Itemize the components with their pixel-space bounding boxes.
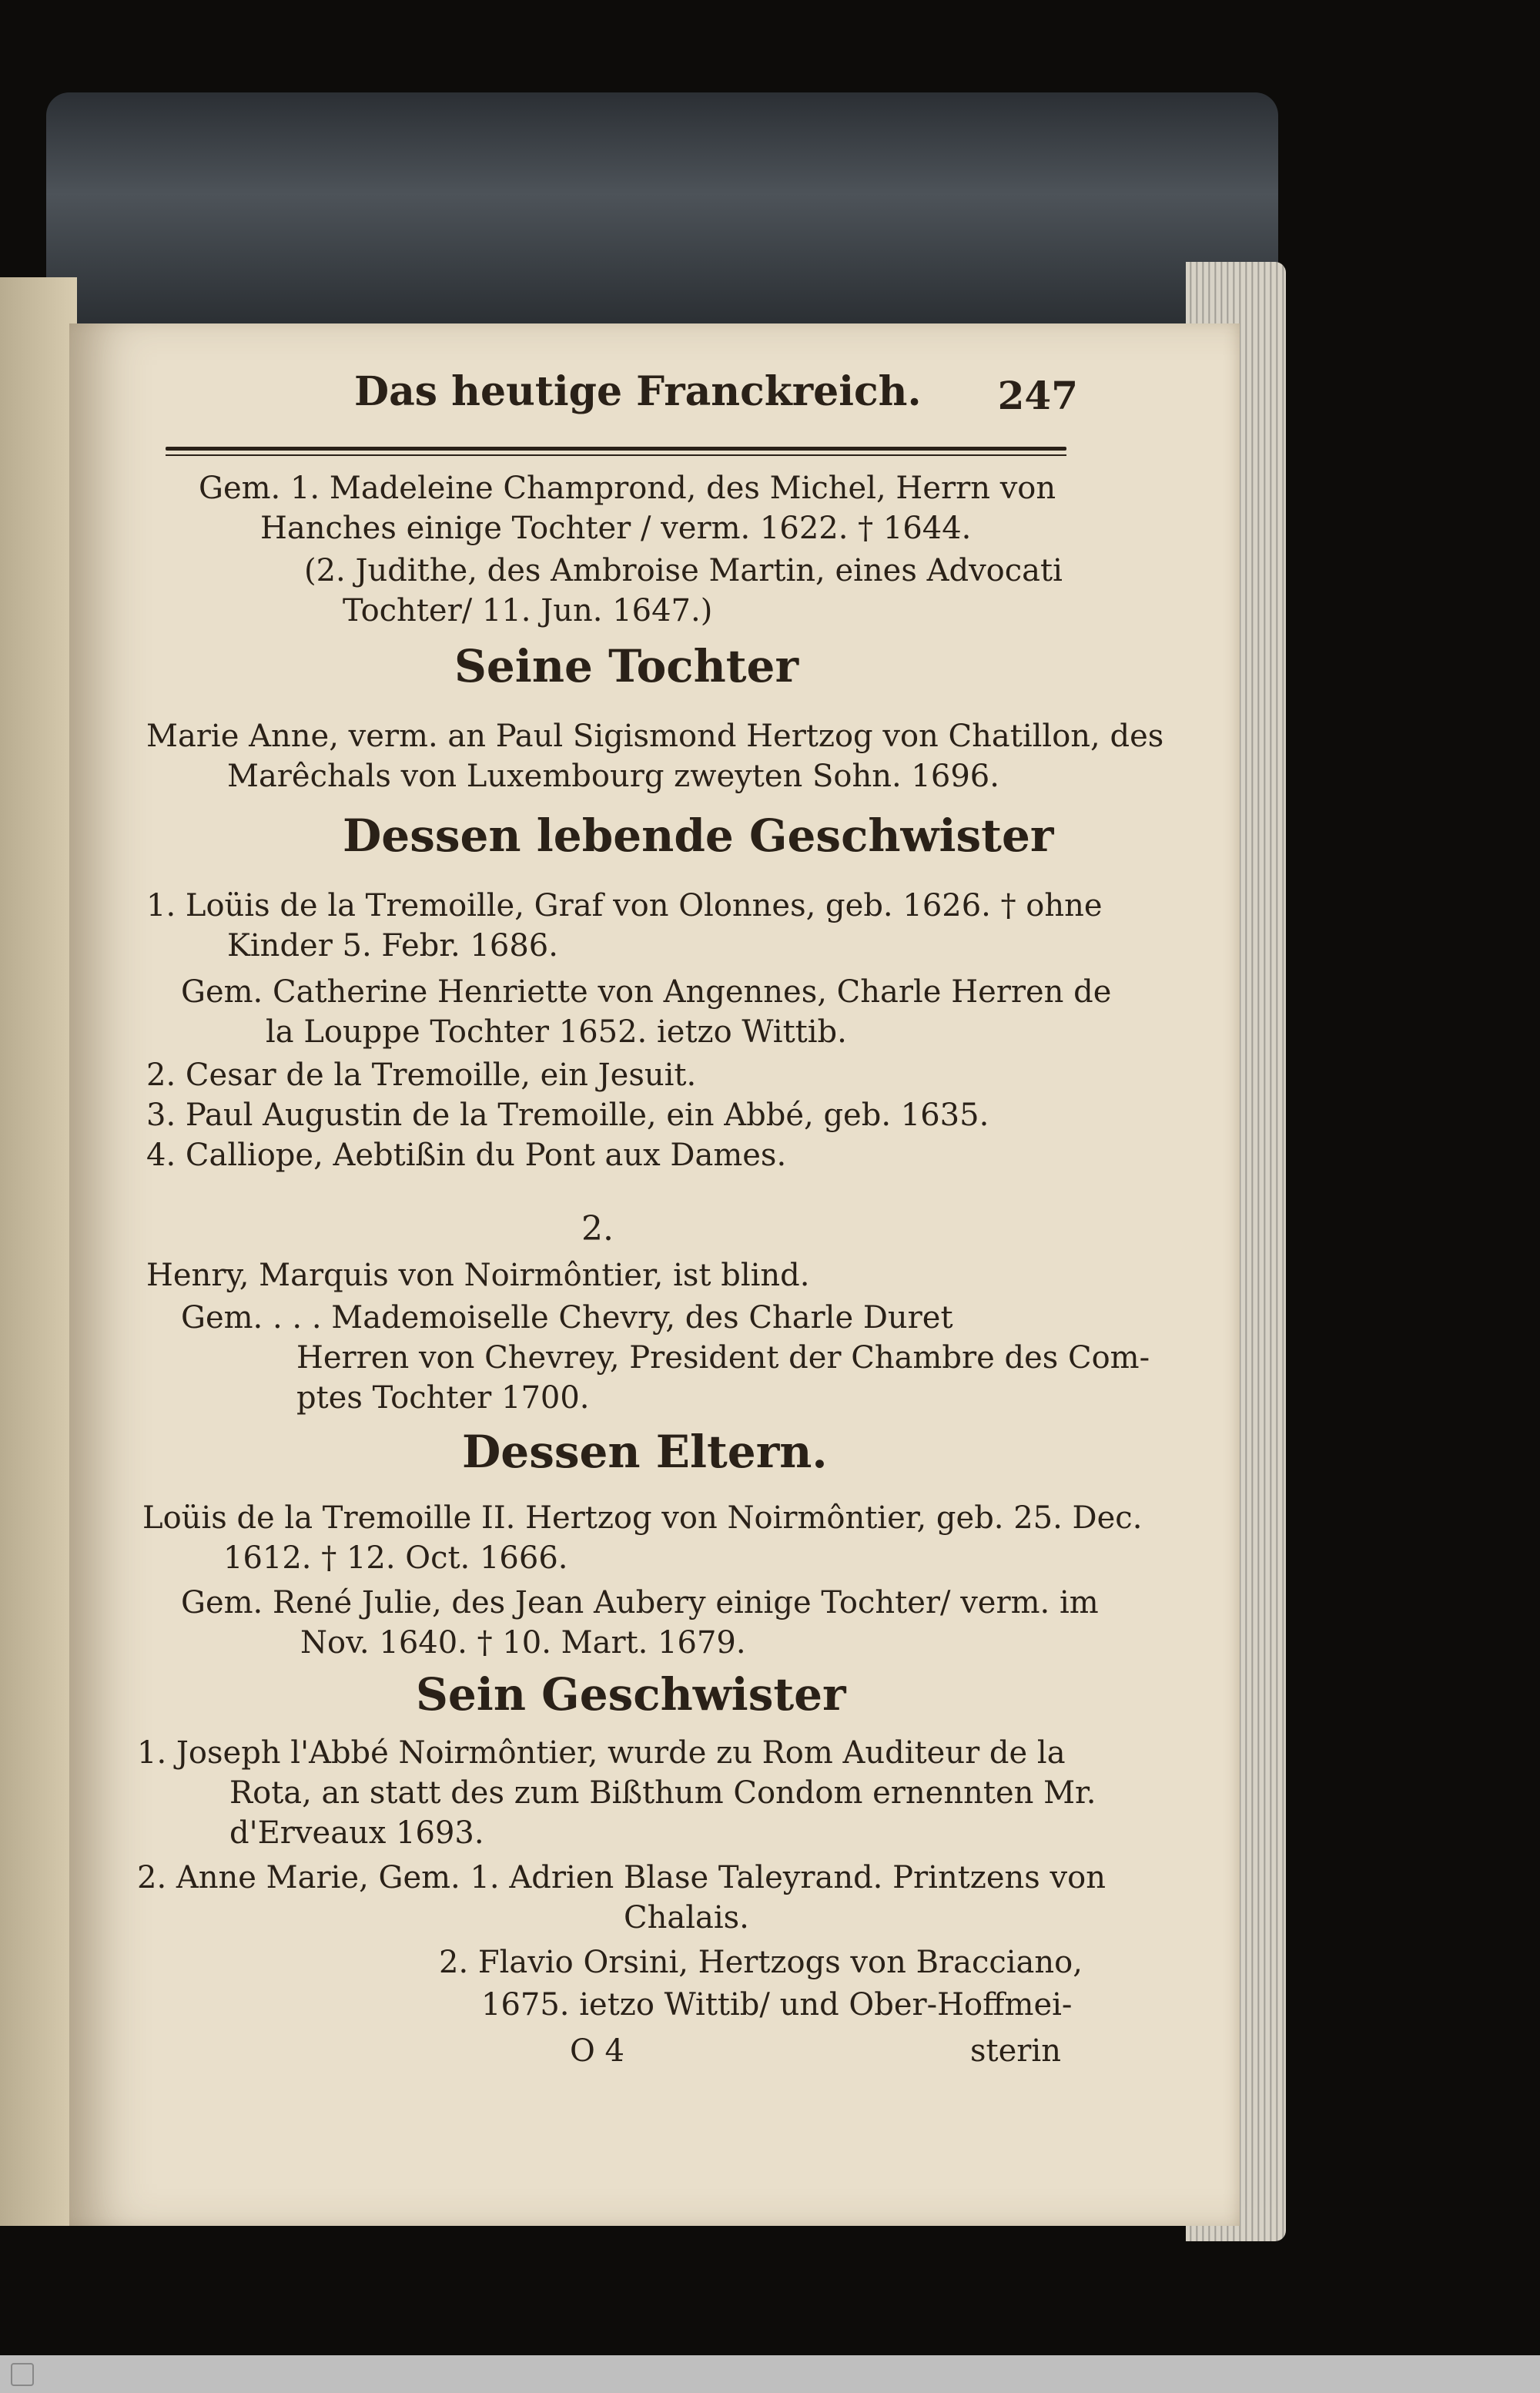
text-line-13: 4. Calliope, Aebtißin du Pont aux Dames. xyxy=(146,1138,787,1173)
text-line-19: 1612. † 12. Oct. 1666. xyxy=(223,1540,568,1576)
text-line-28: 1675. ietzo Wittib/ und Ober-Hoffmei- xyxy=(481,1987,1073,2023)
text-line-10: la Louppe Tochter 1652. ietzo Wittib. xyxy=(266,1014,847,1050)
text-line-14: Henry, Marquis von Noirmôntier, ist blind. xyxy=(146,1258,810,1293)
catchword: sterin xyxy=(970,2033,1061,2069)
text-line-15: Gem. . . . Mademoiselle Chevry, des Charle Duret xyxy=(181,1300,953,1336)
library-logo-icon xyxy=(11,2363,34,2386)
text-line-3: (2. Judithe, des Ambroise Martin, eines Advocati xyxy=(304,553,1063,588)
text-line-12: 3. Paul Augustin de la Tremoille, ein Abbé, geb. 1635. xyxy=(146,1098,989,1133)
text-line-1: Gem. 1. Madeleine Champrond, des Michel, Herrn von xyxy=(199,471,1056,506)
text-line-16: Herren von Chevrey, President der Chambre des Com- xyxy=(296,1340,1150,1376)
text-line-20: Gem. René Julie, des Jean Aubery einige Tochter/ verm. im xyxy=(181,1585,1099,1620)
running-header xyxy=(354,368,1124,422)
header-rule xyxy=(166,447,1066,451)
heading-seine-tochter: Seine Tochter xyxy=(454,640,799,692)
book-top-edge xyxy=(46,92,1278,347)
text-line-8: Kinder 5. Febr. 1686. xyxy=(227,928,558,964)
signature-mark: O 4 xyxy=(570,2033,624,2069)
text-line-4: Tochter/ 11. Jun. 1647.) xyxy=(343,593,713,628)
page-number: 247 xyxy=(997,373,1078,418)
text-line-5: Marie Anne, verm. an Paul Sigismond Hertzog von Chatillon, des xyxy=(146,719,1164,754)
text-line-17: ptes Tochter 1700. xyxy=(296,1380,590,1416)
heading-lebende-geschwister: Dessen lebende Geschwister xyxy=(343,809,1054,862)
text-line-23: Rota, an statt des zum Bißthum Condom ernennten Mr. xyxy=(229,1775,1096,1811)
left-page-edge xyxy=(0,277,77,2226)
text-line-7: 1. Loüis de la Tremoille, Graf von Olonnes, geb. 1626. † ohne xyxy=(146,888,1103,923)
text-line-9: Gem. Catherine Henriette von Angennes, Charle Herren de xyxy=(181,974,1112,1010)
heading-sein-geschwister: Sein Geschwister xyxy=(416,1668,846,1721)
text-line-11: 2. Cesar de la Tremoille, ein Jesuit. xyxy=(146,1057,697,1093)
text-line-27: 2. Flavio Orsini, Hertzogs von Bracciano, xyxy=(439,1945,1083,1980)
bottom-bar xyxy=(0,2355,1540,2393)
running-title: Das heutige Franckreich. xyxy=(354,368,922,415)
heading-dessen-eltern: Dessen Eltern. xyxy=(462,1426,828,1478)
text-line-21: Nov. 1640. † 10. Mart. 1679. xyxy=(300,1625,746,1661)
text-line-22: 1. Joseph l'Abbé Noirmôntier, wurde zu Rom Auditeur de la xyxy=(137,1735,1066,1771)
section-number-2: 2. xyxy=(581,1209,614,1248)
text-line-6: Marêchals von Luxembourg zweyten Sohn. 1696. xyxy=(227,759,999,794)
text-line-25: 2. Anne Marie, Gem. 1. Adrien Blase Taleyrand. Printzens von xyxy=(137,1860,1106,1895)
text-line-18: Loüis de la Tremoille II. Hertzog von Noirmôntier, geb. 25. Dec. xyxy=(142,1500,1143,1536)
text-line-26: Chalais. xyxy=(624,1900,749,1936)
header-rule-thin xyxy=(166,454,1066,456)
text-line-24: d'Erveaux 1693. xyxy=(229,1815,484,1851)
text-line-2: Hanches einige Tochter / verm. 1622. † 1644. xyxy=(260,511,972,546)
